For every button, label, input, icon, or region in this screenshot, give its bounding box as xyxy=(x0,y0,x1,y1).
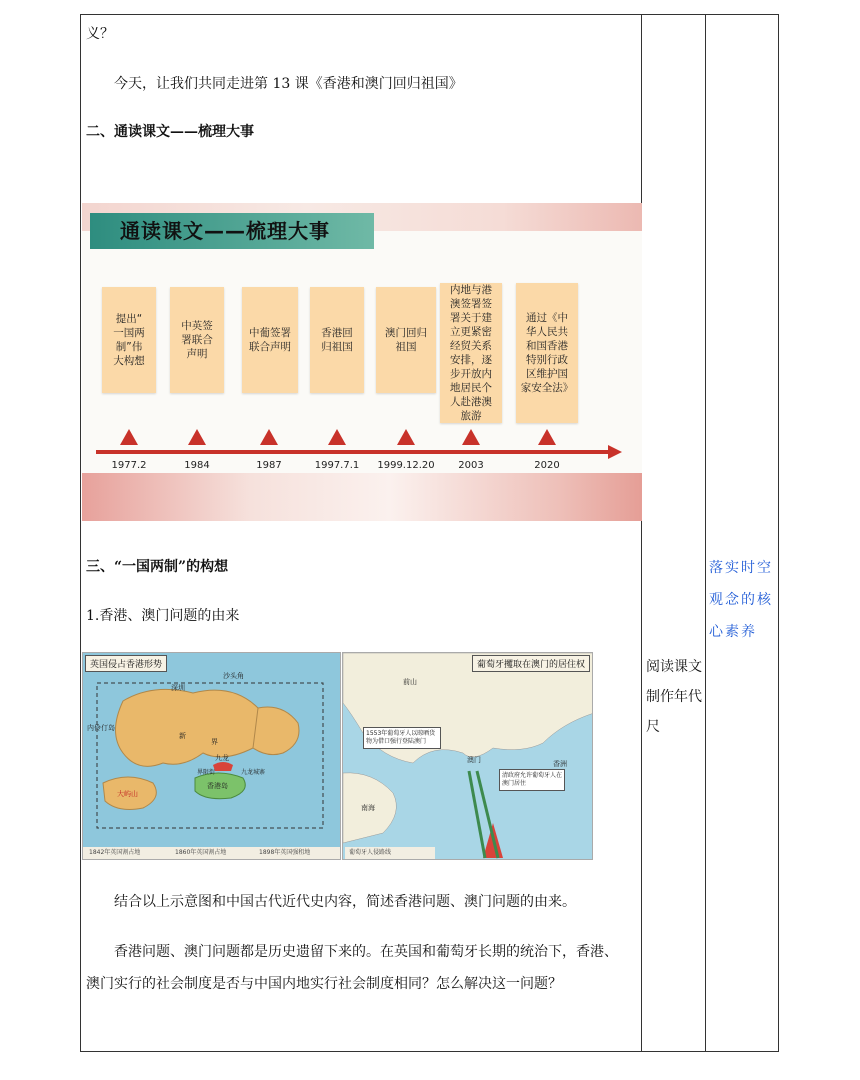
event-marker xyxy=(397,429,415,445)
year-label: 1997.7.1 xyxy=(314,460,360,471)
section-heading: 二、通读课文——梳理大事 xyxy=(86,124,254,140)
year-label: 2020 xyxy=(534,460,560,471)
map-label: 沙头角 xyxy=(223,672,244,680)
timeline-arrow-icon xyxy=(608,445,622,459)
map-legend xyxy=(83,847,340,859)
intro-paragraph: 今天，让我们共同走进第 13 课《香港和澳门回归祖国》 xyxy=(114,76,463,92)
map-label: 前山 xyxy=(403,678,417,686)
map-title: 葡萄牙攫取在澳门的居住权 xyxy=(472,655,590,672)
objective-text xyxy=(709,552,773,648)
objective-line: 落实时空 xyxy=(709,560,773,576)
map-label: 香洲 xyxy=(553,760,567,768)
event-marker xyxy=(260,429,278,445)
timeline-slide xyxy=(82,203,642,521)
map-label: 界 xyxy=(211,738,218,746)
year-label: 1987 xyxy=(256,460,282,471)
event-card: 提出“ 一国两 制”伟 大构想 xyxy=(102,287,156,393)
map-label: 新 xyxy=(179,732,186,740)
activity-line: 阅读课文 xyxy=(646,659,702,675)
map-label: 界限街 xyxy=(197,769,216,776)
map-note: 1553年葡萄牙人以晾晒货物为借口强行登陆澳门 xyxy=(363,727,441,749)
legend-item: 1842年英国割占地 xyxy=(89,849,141,856)
activity-line: 制作年代 xyxy=(646,689,702,705)
sub-heading: 1.香港、澳门问题的由来 xyxy=(86,608,240,624)
map-title: 英国侵占香港形势 xyxy=(85,655,167,672)
section-heading: 三、“一国两制”的构想 xyxy=(86,559,229,575)
timeline-axis xyxy=(96,450,610,454)
objective-line: 观念的核 xyxy=(709,592,773,608)
map-label: 九龙 xyxy=(215,754,229,762)
event-card: 中葡签署 联合声明 xyxy=(242,287,298,393)
paragraph-line: 香港问题、澳门问题都是历史遗留下来的。在英国和葡萄牙长期的统治下，香港、 xyxy=(114,944,618,960)
event-card: 内地与港 澳签署签 署关于建 立更紧密 经贸关系 安排，逐 步开放内 地居民个 人赴港澳 旅游 xyxy=(440,283,502,423)
question-text: 结合以上示意图和中国古代近代史内容，简述香港问题、澳门问题的由来。 xyxy=(114,894,576,910)
event-marker xyxy=(188,429,206,445)
event-card: 澳门回归 祖国 xyxy=(376,287,436,393)
legend-item: 1898年英国强租地 xyxy=(259,849,311,856)
event-marker xyxy=(538,429,556,445)
year-label: 1977.2 xyxy=(111,460,147,471)
objective-line: 心素养 xyxy=(709,624,757,640)
event-marker xyxy=(462,429,480,445)
event-card: 香港回 归祖国 xyxy=(310,287,364,393)
map-legend xyxy=(345,847,435,859)
map-label: 南海 xyxy=(361,804,375,812)
map-drawing xyxy=(83,653,341,860)
map-label: 香港岛 xyxy=(207,782,228,790)
year-label: 1999.12.20 xyxy=(377,460,435,471)
activity-line: 尺 xyxy=(646,719,660,735)
slide-title: 通读课文——梳理大事 xyxy=(90,213,374,249)
event-card: 通过《中 华人民共 和国香港 特别行政 区维护国 家安全法》 xyxy=(516,283,578,423)
activity-text xyxy=(646,652,702,742)
map-label: 大屿山 xyxy=(117,790,138,798)
decorative-brush xyxy=(82,473,642,521)
event-card: 中英签 署联合 声明 xyxy=(170,287,224,393)
text-line: 义？ xyxy=(86,26,114,42)
map-note: 清政府允许葡萄牙人在澳门居住 xyxy=(499,769,565,791)
macau-map xyxy=(342,652,593,860)
column-divider xyxy=(641,14,642,1052)
legend-item: 葡萄牙人侵路线 xyxy=(349,849,392,856)
hong-kong-map xyxy=(82,652,341,860)
year-label: 1984 xyxy=(184,460,210,471)
column-divider xyxy=(705,14,706,1052)
map-label: 深圳 xyxy=(171,684,185,692)
map-label: 九龙城寨 xyxy=(241,769,266,776)
event-marker xyxy=(120,429,138,445)
year-label: 2003 xyxy=(458,460,484,471)
event-marker xyxy=(328,429,346,445)
legend-item: 1860年英国割占地 xyxy=(175,849,227,856)
map-label: 内伶仃岛 xyxy=(87,724,115,732)
paragraph-line: 澳门实行的社会制度是否与中国内地实行社会制度相同？怎么解决这一问题？ xyxy=(86,976,562,992)
map-label: 澳门 xyxy=(467,756,481,764)
